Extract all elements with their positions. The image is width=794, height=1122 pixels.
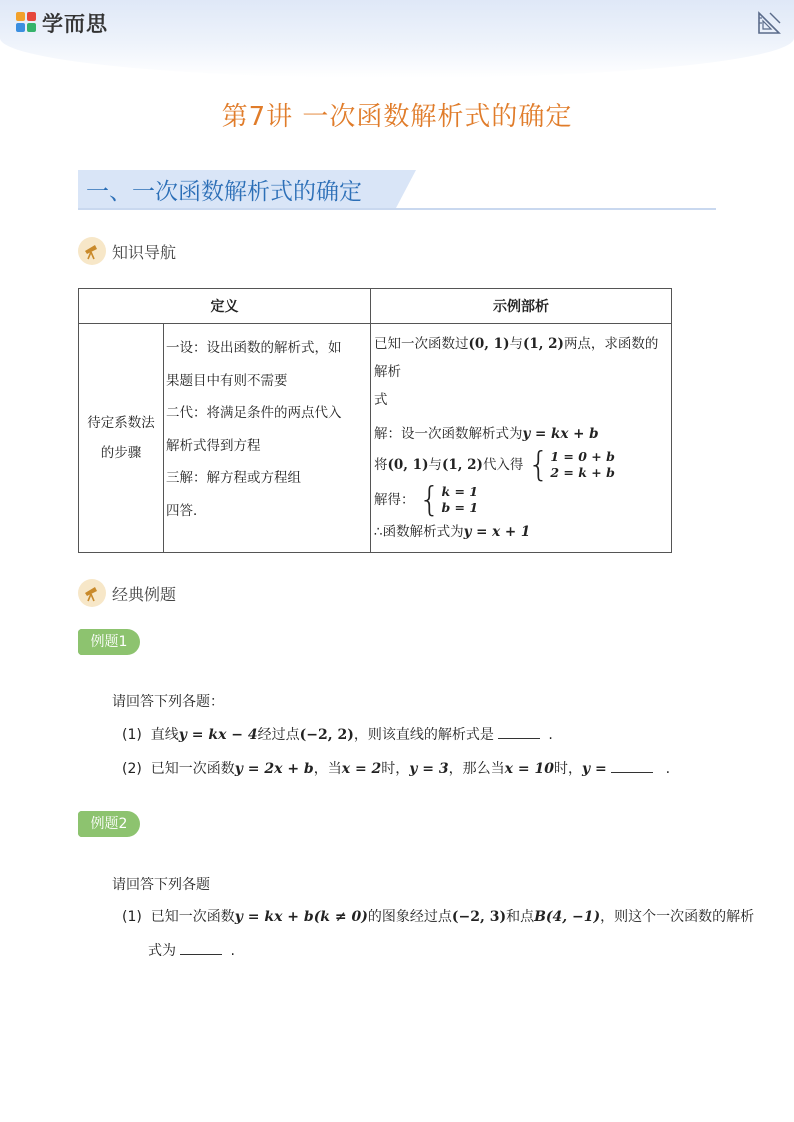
method-name-line: 待定系数法 [87,415,155,431]
classic-heading [78,578,176,608]
page-title: 第7讲 一次函数解析式的确定 [221,102,573,132]
telescope-icon [78,579,106,607]
example-cell [371,324,672,553]
example1-intro: 请回答下列各题： [112,694,224,710]
example-question-cont: 式 [374,392,388,408]
example2-intro: 请回答下列各题 [112,877,210,893]
classic-title: 经典例题 [112,584,177,604]
example-step-answer: ∴函数解析式为y = x + 1 [374,524,531,540]
example1-tag: 例题1 [78,629,140,655]
step-line: 一设：设出函数的解析式，如 [166,340,342,356]
table-header-definition: 定义 [79,289,371,324]
knowledge-nav-heading [78,236,176,266]
brand-logo-icon [16,12,38,34]
step-line: 果题目中有则不需要 [166,372,288,389]
example-step-substitute: 将(0, 1)与(1, 2)代入得 { 1 = 0 + b 2 = k + b [374,445,615,485]
example1-question-1: (1) 直线y = kx − 4经过点(−2, 2)，则该直线的解析式是 . [122,727,553,743]
example-step-solve: 解得： { k = 1 b = 1 [374,480,479,520]
example2-question-1: (1) 已知一次函数y = kx + b(k ≠ 0)的图象经过点(−2, 3)和点B(4, −1)，则这个一次函数的解析 [122,909,755,925]
example-step-set: 解：设一次函数解析式为y = kx + b [374,426,599,442]
example1-question-2: (2) 已知一次函数y = 2x + b，当x = 2时，y = 3，那么当x = 10时，y = . [122,761,671,777]
method-name-line: 的步骤 [100,445,142,461]
brand-logo [16,8,108,38]
answer-blank[interactable] [498,726,540,739]
steps-cell [164,324,371,553]
definition-table [78,288,672,553]
telescope-icon [78,237,106,265]
answer-blank[interactable] [611,760,653,773]
brand-name: 学而思 [42,12,108,36]
step-line: 三解：解方程或方程组 [166,470,301,486]
section-title: 一、一次函数解析式的确定 [86,179,362,205]
table-header-example: 示例部析 [371,289,672,324]
header-band [0,0,794,78]
example-question: 已知一次函数过(0, 1)与(1, 2)两点，求函数的解析 [374,336,659,380]
example2-tag: 例题2 [78,811,140,837]
ruler-triangle-icon [756,10,782,36]
step-line: 四答． [166,502,207,519]
example2-question-1-cont: 式为 . [148,943,235,959]
answer-blank[interactable] [180,942,222,955]
step-line: 二代：将满足条件的两点代入 [166,405,342,421]
section-heading [78,170,716,210]
method-name-cell [79,324,164,553]
knowledge-nav-title: 知识导航 [112,242,177,262]
step-line: 解析式得到方程 [166,437,261,454]
